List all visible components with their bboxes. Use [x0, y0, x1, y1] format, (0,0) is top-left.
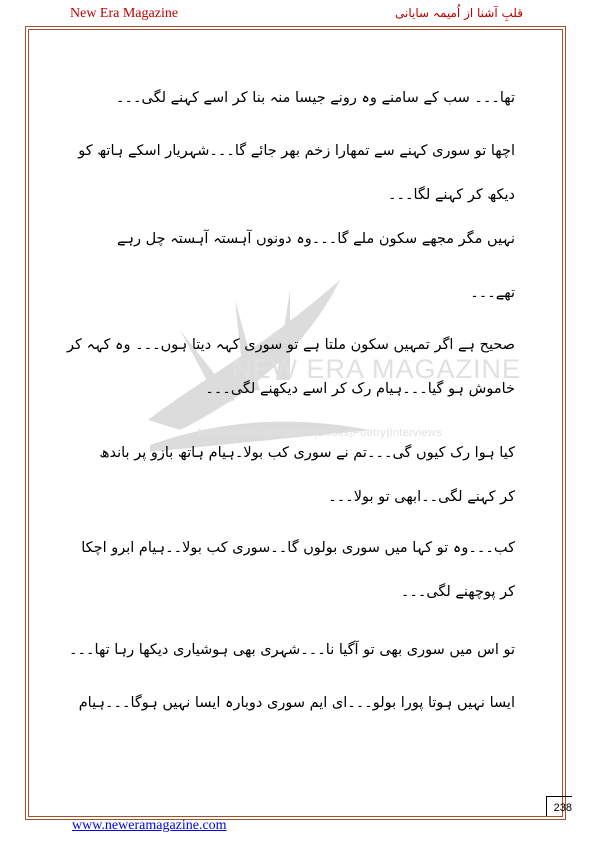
body-line: تھے۔۔۔ — [470, 285, 515, 301]
body-line: کب۔۔۔وہ تو کہا میں سوری بولوں گا۔۔سوری کب بولا۔۔ہیام ابرو اچکا — [81, 540, 515, 556]
page-number: 238 — [546, 796, 572, 816]
body-line: تو اس میں سوری بھی تو آگیا نا۔۔۔شہری بھی ہوشیاری دیکھا رہا تھا۔۔۔ — [69, 642, 515, 658]
body-line: تھا۔۔۔ سب کے سامنے وہ رونے جیسا منہ بنا کر اسے کہنے لگی۔۔۔ — [116, 90, 515, 106]
body-line: کیا ہوا رک کیوں گی۔۔۔تم نے سوری کب بولا۔ہیام ہاتھ بازو پر باندھ — [99, 445, 515, 461]
header-magazine-name: New Era Magazine — [70, 6, 179, 21]
body-line: اچھا تو سوری کہنے سے تمھارا زخم بھر جائے گا۔۔۔شہریار اسکے ہاتھ کو — [78, 143, 515, 159]
body-line: صحیح ہے اگر تمہیں سکون ملتا ہے تو سوری کہہ دیتا ہوں۔۔۔ وہ کہہ کر — [67, 337, 515, 353]
body-line: خاموش ہو گیا۔۔۔ہیام رک کر اسے دیکھنے لگی۔۔۔ — [205, 381, 515, 397]
body-line: نہیں مگر مجھے سکون ملے گا۔۔۔وہ دونوں آہستہ آہستہ چل رہے — [116, 231, 515, 247]
watermark-title: NEW ERA MAGAZINE — [232, 354, 522, 384]
body-line: دیکھ کر کہنے لگا۔۔۔ — [388, 187, 515, 203]
footer-website-link[interactable]: www.neweramagazine.com — [72, 818, 227, 833]
header-story-credit: قلبِ آشنا از اُمیمہ سایانی — [395, 6, 523, 20]
watermark-subtitle: Novels|Afsana|Articles|Books|Poetry|Interviews — [198, 427, 442, 439]
body-line: کر کہنے لگی۔۔ابھی تو بولا۔۔۔ — [328, 489, 515, 505]
body-line: کر پوچھنے لگی۔۔۔ — [400, 584, 515, 600]
body-line: ایسا نہیں ہوتا پورا بولو۔۔۔ای ایم سوری دوبارہ ایسا نہیں ہوگا۔۔۔ہیام — [78, 695, 515, 711]
